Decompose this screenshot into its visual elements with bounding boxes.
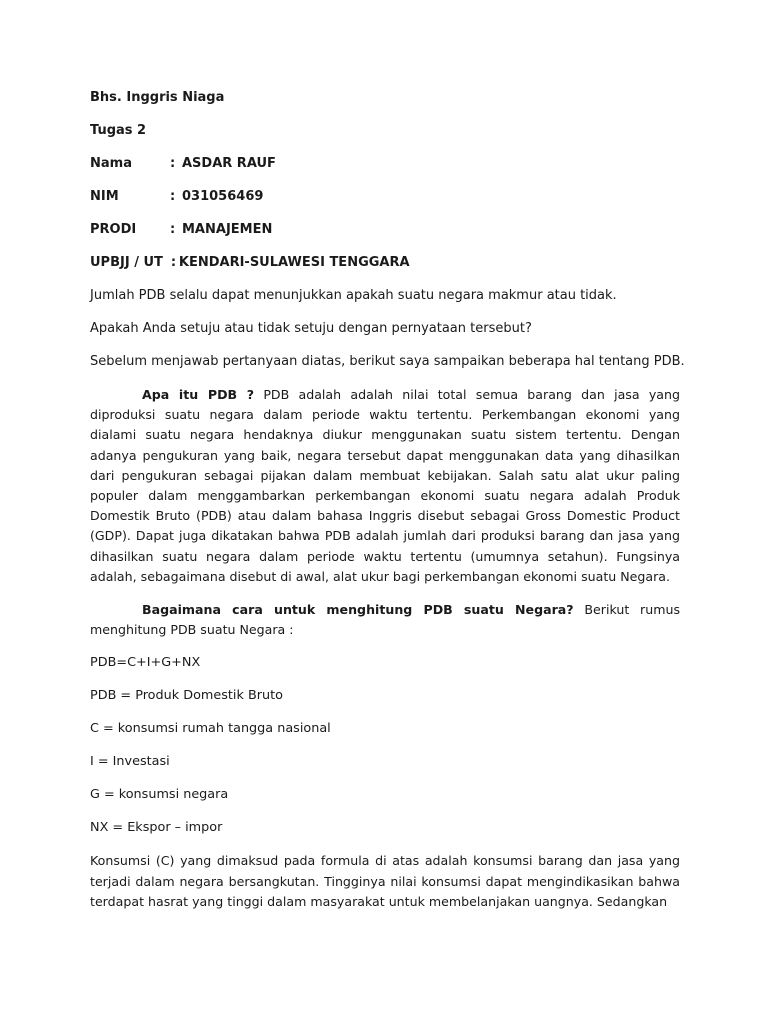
field-value-nama: ASDAR RAUF (182, 156, 276, 171)
section-how-to-calc (90, 600, 680, 640)
field-label-nama: Nama (90, 156, 132, 171)
field-value-prodi: MANAJEMEN (182, 222, 273, 237)
field-nim (90, 187, 680, 207)
section-how-to-calc-heading: Bagaimana cara untuk menghitung PDB suatu Negara? (142, 602, 574, 618)
field-sep: : (170, 222, 176, 237)
field-value-upbjj: KENDARI-SULAWESI TENGGARA (178, 255, 410, 270)
section-what-is-pdb (90, 385, 680, 587)
intro-question: Apakah Anda setuju atau tidak setuju dengan pernyataan tersebut? (90, 321, 532, 336)
formula-def-pdb: PDB = Produk Domestik Bruto (90, 688, 283, 704)
field-prodi (90, 220, 680, 240)
formula-def-i: I = Investasi (90, 754, 170, 770)
field-nama (90, 154, 680, 174)
field-value-nim: 031056469 (182, 189, 264, 204)
intro-preface: Sebelum menjawab pertanyaan diatas, berikut saya sampaikan beberapa hal tentang PDB. (90, 354, 685, 369)
field-upbjj (90, 253, 680, 273)
closing-paragraph: Konsumsi (C) yang dimaksud pada formula di atas adalah konsumsi barang dan jasa yang terjadi dalam negara bersangkutan. Tingginya nilai konsumsi dapat mengindikasikan bahwa terdapat hasrat yang tinggi dalam masyarakat untuk membelanjakan uangnya. Sedangkan (90, 853, 680, 909)
formula-def-nx: NX = Ekspor – impor (90, 820, 223, 836)
section-what-is-pdb-body: PDB adalah adalah nilai total semua barang dan jasa yang diproduksi suatu negara dalam periode waktu tertentu. Perkembangan ekonomi yang dialami suatu negara hendaknya diukur menggunakan suatu sistem tertentu. Dengan adanya pengukuran yang baik, negara tersebut dapat menggunakan data yang dihasilkan dari pengukuran sebagai pijakan dalam membuat kebijakan. Salah satu alat ukur paling populer dalam menggambarkan perkembangan ekonomi suatu negara adalah Produk Domestik Bruto (PDB) atau dalam bahasa Inggris disebut sebagai Gross Domestic Product (GDP). Dapat juga dikatakan bahwa PDB adalah jumlah dari produksi barang dan jasa yang dihasilkan suatu negara dalam periode waktu tertentu (umumnya setahun). Fungsinya adalah, sebagaimana disebut di awal, alat ukur bagi perkembangan ekonomi suatu Negara. (90, 387, 680, 584)
section-what-is-pdb-heading: Apa itu PDB ? (142, 387, 255, 402)
formula-main: PDB=C+I+G+NX (90, 655, 201, 671)
document-page (90, 88, 685, 925)
field-label-prodi: PRODI (90, 222, 137, 237)
field-sep: : (170, 189, 176, 204)
intro-statement: Jumlah PDB selalu dapat menunjukkan apakah suatu negara makmur atau tidak. (90, 288, 617, 303)
formula-def-g: G = konsumsi negara (90, 787, 229, 803)
formula-def-c: C = konsumsi rumah tangga nasional (90, 721, 331, 737)
field-sep: : (170, 156, 176, 171)
course-title: Bhs. Inggris Niaga (90, 90, 225, 105)
field-label-upbjj: UPBJJ / UT (90, 255, 163, 270)
field-label-nim: NIM (90, 189, 119, 204)
assignment-title: Tugas 2 (90, 123, 147, 138)
field-sep: : (170, 255, 177, 270)
section-how-to-calc-body: Berikut rumus menghitung PDB suatu Negara : (90, 602, 681, 638)
